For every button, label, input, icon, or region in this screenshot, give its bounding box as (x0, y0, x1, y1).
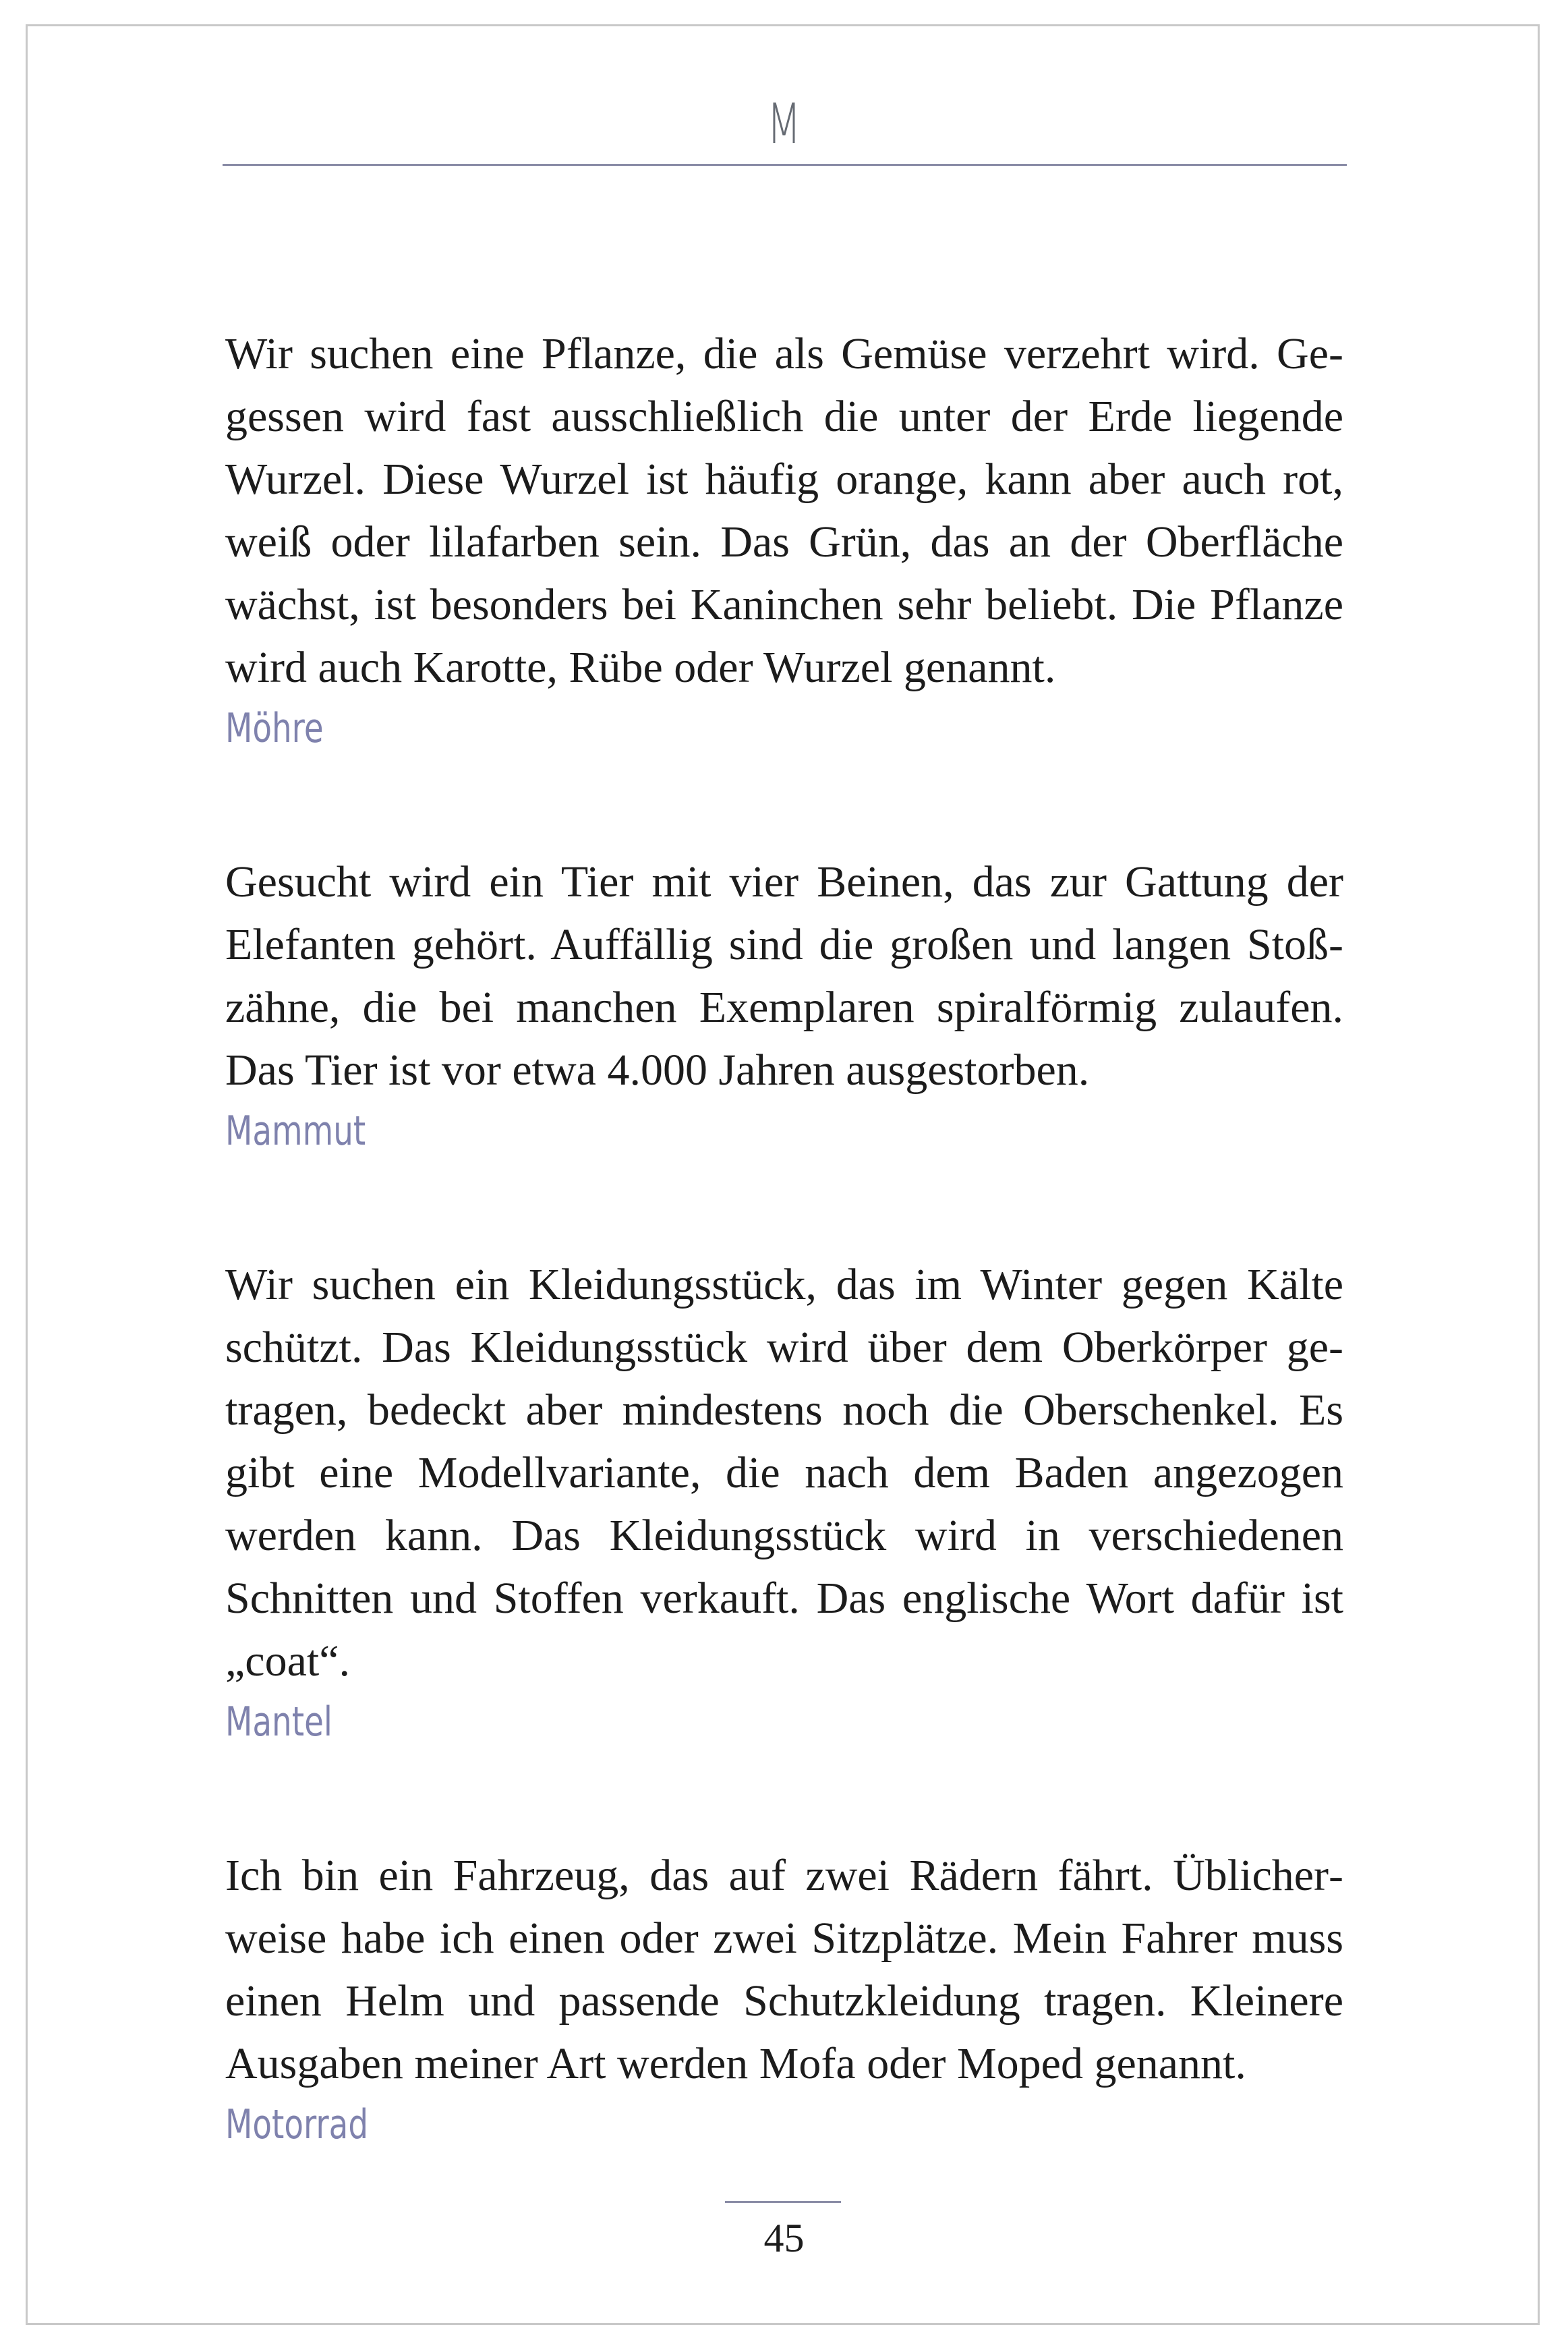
riddle-answer: Mantel (225, 1698, 332, 1746)
riddle-answer: Motorrad (225, 2101, 369, 2148)
riddle-item (225, 1253, 1343, 1748)
riddle-text: Wir suchen eine Pflanze, die als Gemüse verzehrt wird. Gegessen wird fast ausschließlich die unter der Erde liegende Wurzel. Diese Wurzel ist häufig orange, kann aber auch rot, weiß oder lilafarben sein. Das Grün, das an der Oberfläche wächst, ist besonders bei Kaninchen sehr beliebt. Die Pflanze wird auch Karotte, Rübe oder Wurzel genannt. (225, 329, 1343, 692)
riddle-text: Wir suchen ein Kleidungsstück, das im Winter gegen Kälte schützt. Das Kleidungsstück wird über dem Oberkörper getragen, bedeckt aber mindestens noch die Oberschenkel. Es gibt eine Modellvariante, die nach dem Baden angezogen werden kann. Das Kleidungsstück wird in verschiedenen Schnitten und Stoffen verkauft. Das englische Wort dafür ist „coat“. (225, 1260, 1343, 1686)
section-letter-heading: M (767, 92, 801, 156)
riddle-text: Ich bin ein Fahrzeug, das auf zwei Rädern fährt. Üblicherweise habe ich einen oder zwei Sitzplätze. Mein Fahrer muss einen Helm und passende Schutzkleidung tragen. Kleinere Ausgaben meiner Art werden Mofa oder Moped genannt. (225, 1851, 1343, 2088)
riddle-item (225, 1844, 1343, 2150)
riddle-item (225, 322, 1343, 754)
heading-divider (223, 164, 1347, 166)
riddle-answer: Möhre (225, 705, 324, 752)
riddle-answer: Mammut (225, 1108, 366, 1155)
riddle-text: Gesucht wird ein Tier mit vier Beinen, das zur Gattung der Elefanten gehört. Auffällig sind die großen und langen Stoßzähne, die bei manchen Exemplaren spiralförmig zulaufen. Das Tier ist vor etwa 4.000 Jahren ausgestorben. (225, 857, 1343, 1095)
page-number: 45 (763, 2216, 805, 2260)
riddle-item (225, 851, 1343, 1157)
riddle-list (225, 322, 1343, 2247)
page-number-divider (725, 2201, 841, 2203)
